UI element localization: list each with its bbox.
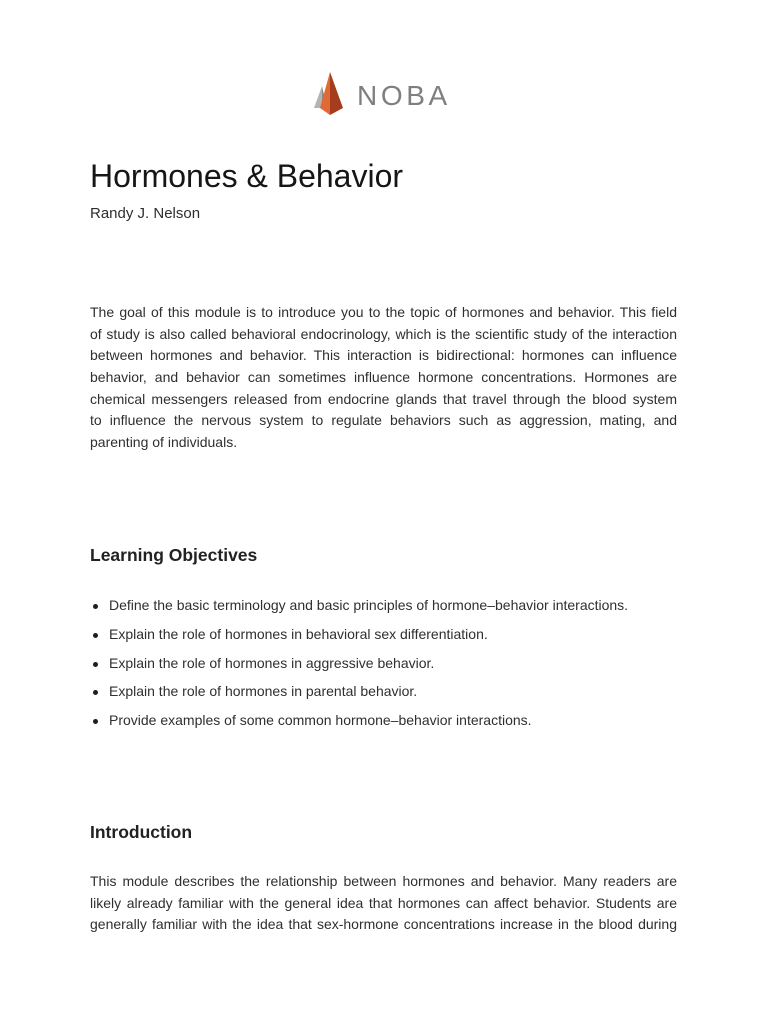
abstract-line: chemical messengers released from endocrine glands that travel through the blood system: [90, 390, 677, 407]
abstract-line: to influence the nervous system to regulate behaviors such as aggression, mating, and: [90, 412, 677, 429]
list-item-text: Explain the role of hormones in behavioral sex differentiation.: [109, 625, 488, 642]
list-item-text: Explain the role of hormones in parental behavior.: [109, 683, 418, 700]
introduction-line: generally familiar with the idea that sex-hormone concentrations increase in the blood during: [90, 916, 677, 933]
noba-peak-icon: [313, 71, 345, 116]
list-item: [90, 591, 677, 620]
list-item: [90, 677, 677, 706]
learning-objectives-list: [90, 591, 677, 735]
list-item-text: Explain the role of hormones in aggressive behavior.: [109, 654, 435, 671]
list-item: [90, 649, 677, 678]
bullet-marker: [93, 604, 98, 609]
list-item-text: Define the basic terminology and basic principles of hormone–behavior interactions.: [109, 597, 629, 613]
introduction-heading: Introduction: [90, 822, 193, 842]
module-title: Hormones & Behavior: [90, 158, 404, 194]
abstract-line: behavior, and behavior can sometimes influence hormone concentrations. Hormones are: [90, 368, 677, 385]
bullet-marker: [93, 633, 98, 638]
list-item-text: Provide examples of some common hormone–behavior interactions.: [109, 712, 532, 728]
learning-objectives-heading: Learning Objectives: [90, 545, 258, 565]
logo-facet-gray-left: [314, 86, 322, 108]
bullet-marker: [93, 719, 98, 724]
introduction-line: This module describes the relationship between hormones and behavior. Many readers are: [90, 873, 677, 889]
abstract-line: of study is also called behavioral endocrinology, which is the scientific study of the interaction: [90, 325, 677, 342]
abstract-line: The goal of this module is to introduce you to the topic of hormones and behavior. This field: [90, 304, 677, 320]
abstract-line: between hormones and behavior. This interaction is bidirectional: hormones can influence: [90, 347, 677, 364]
module-author: Randy J. Nelson: [90, 205, 201, 222]
introduction-line: likely already familiar with the general idea that hormones can affect behavior. Students are: [90, 894, 677, 911]
bullet-marker: [93, 690, 98, 695]
logo-facet-orange-right: [330, 72, 343, 115]
abstract-paragraph: [90, 302, 677, 454]
abstract-line: parenting of individuals.: [90, 433, 238, 450]
noba-wordmark: NOBA: [357, 80, 451, 111]
list-item: [90, 620, 677, 649]
introduction-paragraph: [90, 871, 677, 936]
list-item: [90, 706, 677, 735]
bullet-marker: [93, 662, 98, 667]
